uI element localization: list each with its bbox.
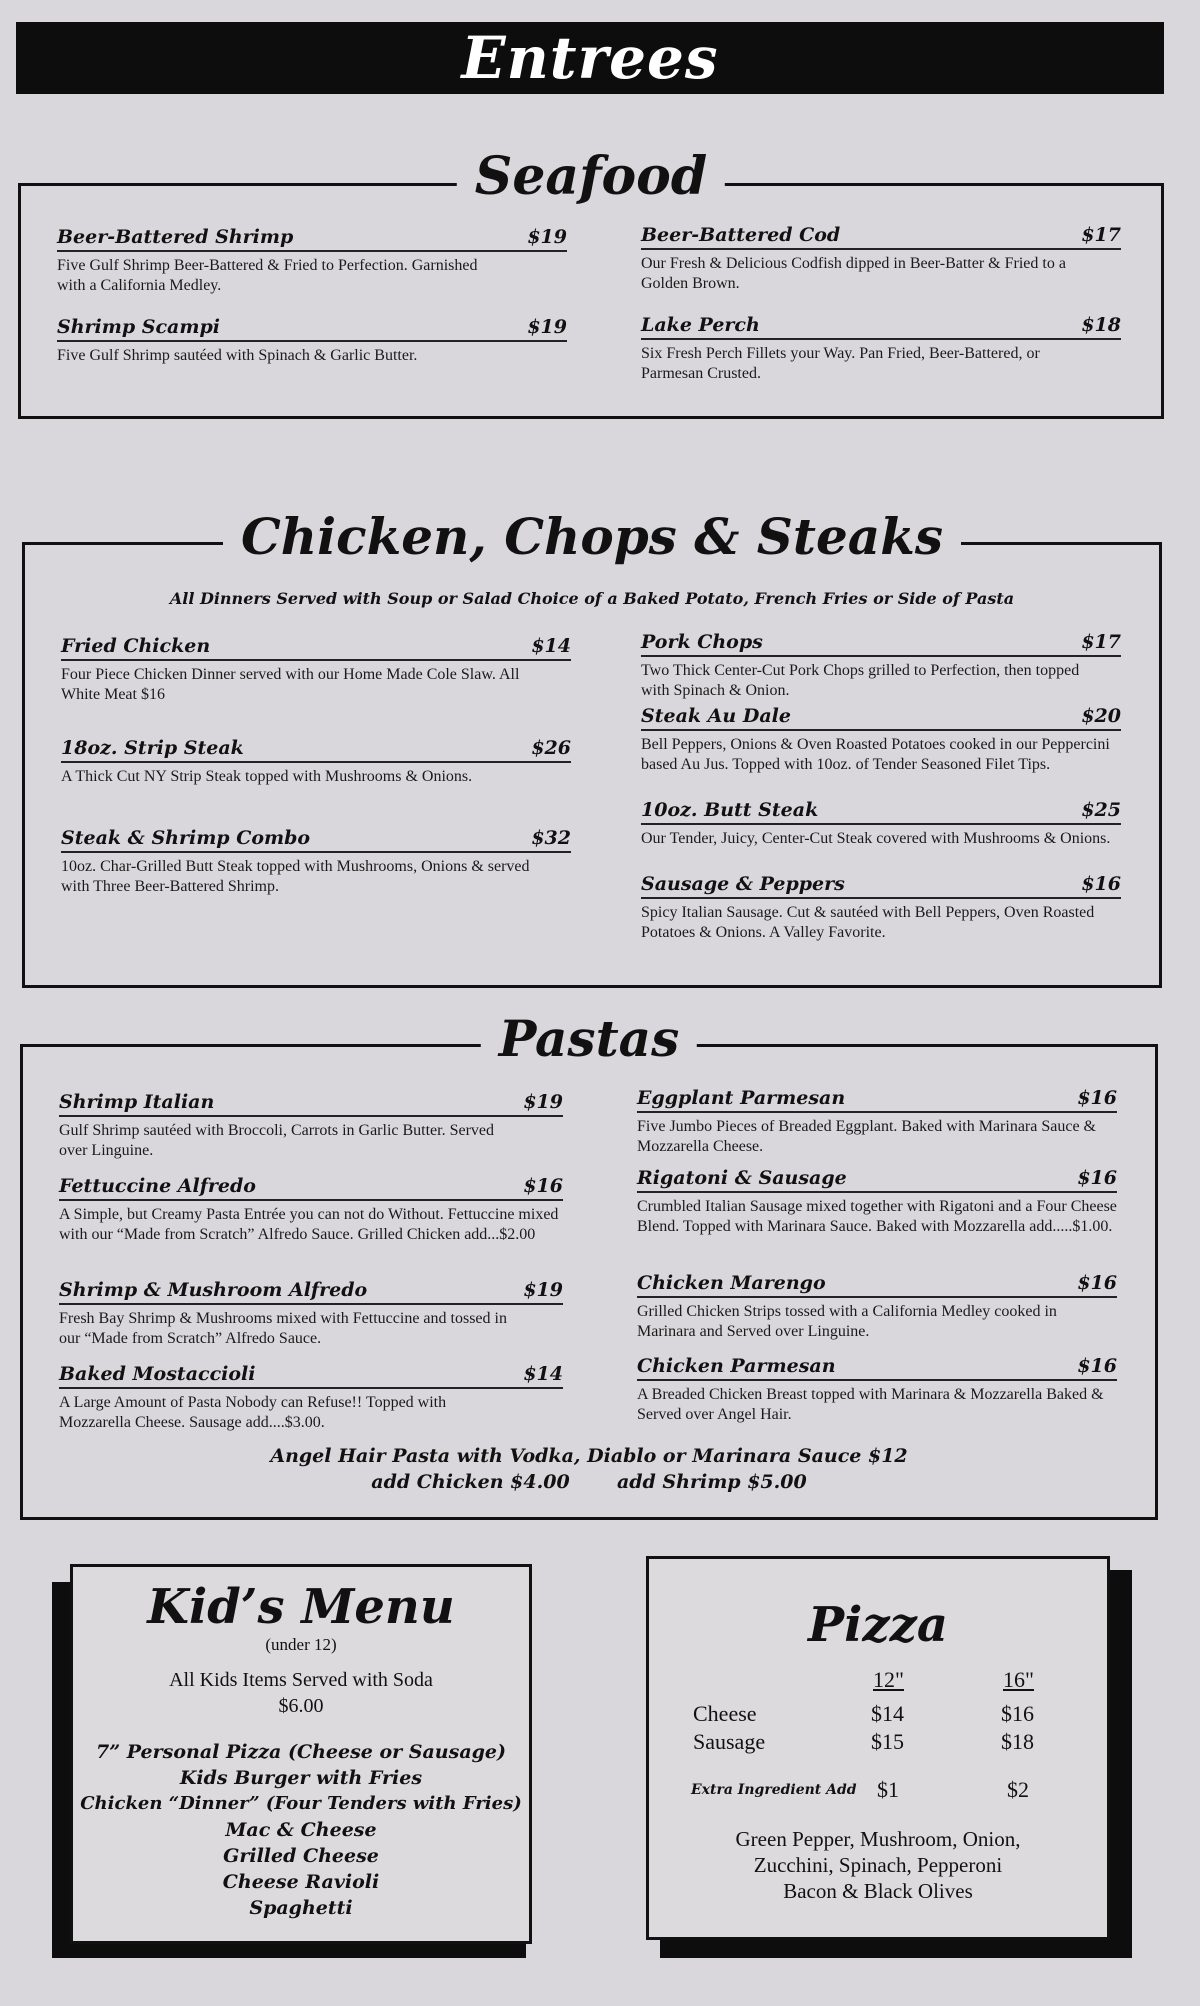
menu-item [61,827,571,897]
pizza-price-12: $15 [871,1729,904,1754]
menu-item [59,1175,563,1245]
item-name: Chicken Parmesan [637,1355,836,1377]
menu-item [637,1167,1117,1237]
item-price: $17 [1081,224,1121,246]
pizza-price-12: $14 [871,1701,904,1726]
steaks-subtitle: All Dinners Served with Soup or Salad Choice of a Baked Potato, French Fries or Side of Pasta [169,589,1015,608]
menu-item [59,1363,563,1433]
kids-item: Chicken “Dinner” (Four Tenders with Fries) [80,1793,522,1814]
kids-items [59,1739,543,1921]
item-price: $16 [1081,873,1121,895]
item-desc: Grilled Chicken Strips tossed with a California Medley cooked in Marinara and Served over Linguine. [637,1303,1057,1340]
item-name: Beer-Battered Shrimp [57,226,294,248]
item-price: $26 [531,737,571,759]
toppings-line: Bacon & Black Olives [783,1879,973,1903]
kids-item: Grilled Cheese [223,1845,379,1867]
menu-item [59,1279,563,1349]
menu-item [641,631,1121,701]
item-name: Shrimp Italian [59,1091,215,1113]
item-price: $17 [1081,631,1121,653]
menu-item [57,226,567,296]
item-name: Steak & Shrimp Combo [61,827,311,849]
seafood-title: Seafood [457,146,725,207]
item-name: 10oz. Butt Steak [641,799,819,821]
item-price: $25 [1081,799,1121,821]
item-price: $19 [523,1091,563,1113]
menu-item [59,1091,563,1161]
item-price: $19 [523,1279,563,1301]
kids-menu-panel [70,1564,532,1944]
extra-label: Extra Ingredient Add [691,1782,857,1798]
page-banner: Entrees [16,22,1164,94]
item-desc: Five Jumbo Pieces of Breaded Eggplant. Baked with Marinara Sauce & Mozzarella Cheese. [637,1118,1096,1155]
steaks-section [22,507,1162,988]
item-price: $19 [527,226,567,248]
menu-item [61,635,571,705]
pizza-price-16: $18 [1001,1729,1034,1754]
item-name: Eggplant Parmesan [637,1087,846,1109]
item-name: Shrimp Scampi [57,316,220,338]
pizza-price-16: $16 [1001,1701,1034,1726]
item-name: Baked Mostaccioli [59,1363,256,1385]
size-12: 12" [873,1667,904,1692]
kids-item: 7” Personal Pizza (Cheese or Sausage) [96,1741,506,1763]
menu-item [57,316,567,366]
menu-item [641,224,1121,294]
item-desc: Bell Peppers, Onions & Oven Roasted Potatoes cooked in our Peppercini based Au Jus. Topped with 10oz. of Tender Seasoned Filet Tips. [641,736,1110,773]
item-name: Steak Au Dale [641,705,791,727]
menu-item [641,705,1121,775]
item-price: $16 [523,1175,563,1197]
seafood-section [18,146,1164,419]
item-name: Shrimp & Mushroom Alfredo [59,1279,368,1301]
item-price: $14 [531,635,571,657]
kids-item: Mac & Cheese [225,1819,377,1841]
pasta-footer-line: Angel Hair Pasta with Vodka, Diablo or Marinara Sauce $12 [270,1445,908,1467]
kids-price: $6.00 [278,1695,324,1717]
menu-item [637,1087,1117,1157]
pastas-section [20,1009,1158,1520]
menu-item [61,737,571,787]
item-desc: A Breaded Chicken Breast topped with Marinara & Mozzarella Baked & Served over Angel Hair. [637,1386,1104,1423]
item-desc: Four Piece Chicken Dinner served with our Home Made Cole Slaw. All White Meat $16 [61,666,520,703]
item-desc: Gulf Shrimp sautéed with Broccoli, Carrots in Garlic Butter. Served over Linguine. [59,1122,495,1159]
item-desc: Our Fresh & Delicious Codfish dipped in Beer-Batter & Fried to a Golden Brown. [641,255,1066,292]
menu-item [641,873,1121,943]
item-name: Chicken Marengo [637,1272,826,1294]
item-name: 18oz. Strip Steak [61,737,244,759]
item-desc: Five Gulf Shrimp Beer-Battered & Fried to Perfection. Garnished with a California Medley. [57,257,478,294]
item-name: Rigatoni & Sausage [637,1167,847,1189]
add-shrimp: add Shrimp $5.00 [616,1471,807,1493]
item-desc: 10oz. Char-Grilled Butt Steak topped with Mushrooms, Onions & served with Three Beer-Battered Shrimp. [61,858,530,895]
size-16: 16" [1003,1667,1034,1692]
pastas-title: Pastas [481,1009,697,1068]
item-price: $16 [1077,1272,1117,1294]
item-name: Beer-Battered Cod [641,224,841,246]
menu-item [641,799,1121,849]
item-name: Pork Chops [641,631,763,653]
menu-item [637,1272,1117,1342]
item-desc: Our Tender, Juicy, Center-Cut Steak covered with Mushrooms & Onions. [641,830,1111,847]
pizza-name: Sausage [693,1729,766,1754]
extra-price-16: $2 [1007,1777,1029,1802]
item-desc: A Thick Cut NY Strip Steak topped with Mushrooms & Onions. [61,768,473,785]
pasta-addons [23,1471,1155,1493]
pizza-panel [646,1556,1110,1940]
item-desc: Two Thick Center-Cut Pork Chops grilled to Perfection, then topped with Spinach & Onion. [641,662,1080,699]
item-price: $18 [1081,314,1121,336]
item-price: $16 [1077,1167,1117,1189]
menu-item [641,314,1121,384]
item-name: Lake Perch [641,314,760,336]
item-desc: A Large Amount of Pasta Nobody can Refuse!! Topped with Mozzarella Cheese. Sausage add....$3.00. [59,1394,447,1431]
item-name: Fettuccine Alfredo [59,1175,256,1197]
item-price: $14 [523,1363,563,1385]
item-desc: Five Gulf Shrimp sautéed with Spinach & Garlic Butter. [57,347,418,364]
item-price: $32 [531,827,571,849]
item-desc: Fresh Bay Shrimp & Mushrooms mixed with Fettuccine and tossed in our “Made from Scratch” Alfredo Sauce. [59,1310,507,1347]
steaks-title: Chicken, Chops & Steaks [223,507,961,566]
kids-item: Cheese Ravioli [222,1871,380,1893]
kids-note: All Kids Items Served with Soda [169,1669,433,1691]
item-price: $16 [1077,1355,1117,1377]
menu-item [637,1355,1117,1425]
item-desc: Six Fresh Perch Fillets your Way. Pan Fried, Beer-Battered, or Parmesan Crusted. [641,345,1040,382]
item-price: $20 [1081,705,1121,727]
item-desc: Spicy Italian Sausage. Cut & sautéed with Bell Peppers, Oven Roasted Potatoes & Onions. A Valley Favorite. [641,904,1095,941]
toppings-line: Zucchini, Spinach, Pepperoni [753,1853,1003,1877]
extra-price-12: $1 [877,1777,899,1802]
toppings-line: Green Pepper, Mushroom, Onion, [735,1827,1021,1851]
kids-title: Kid’s Menu [147,1579,455,1635]
item-price: $16 [1077,1087,1117,1109]
item-price: $19 [527,316,567,338]
item-desc: A Simple, but Creamy Pasta Entrée you can not do Without. Fettuccine mixed with our “Made from Scratch” Alfredo Sauce. Grilled Chicken add...$2.00 [59,1206,559,1243]
pizza-name: Cheese [693,1701,757,1726]
add-chicken: add Chicken $4.00 [371,1471,570,1493]
item-name: Fried Chicken [61,635,211,657]
item-name: Sausage & Peppers [641,873,845,895]
kids-item: Spaghetti [249,1897,353,1919]
kids-age: (under 12) [265,1635,337,1654]
item-desc: Crumbled Italian Sausage mixed together with Rigatoni and a Four Cheese Blend. Topped with Marinara Sauce. Baked with Mozzarella add.....$1.00. [637,1198,1117,1235]
pizza-title: Pizza [808,1597,948,1653]
kids-item: Kids Burger with Fries [179,1767,423,1789]
